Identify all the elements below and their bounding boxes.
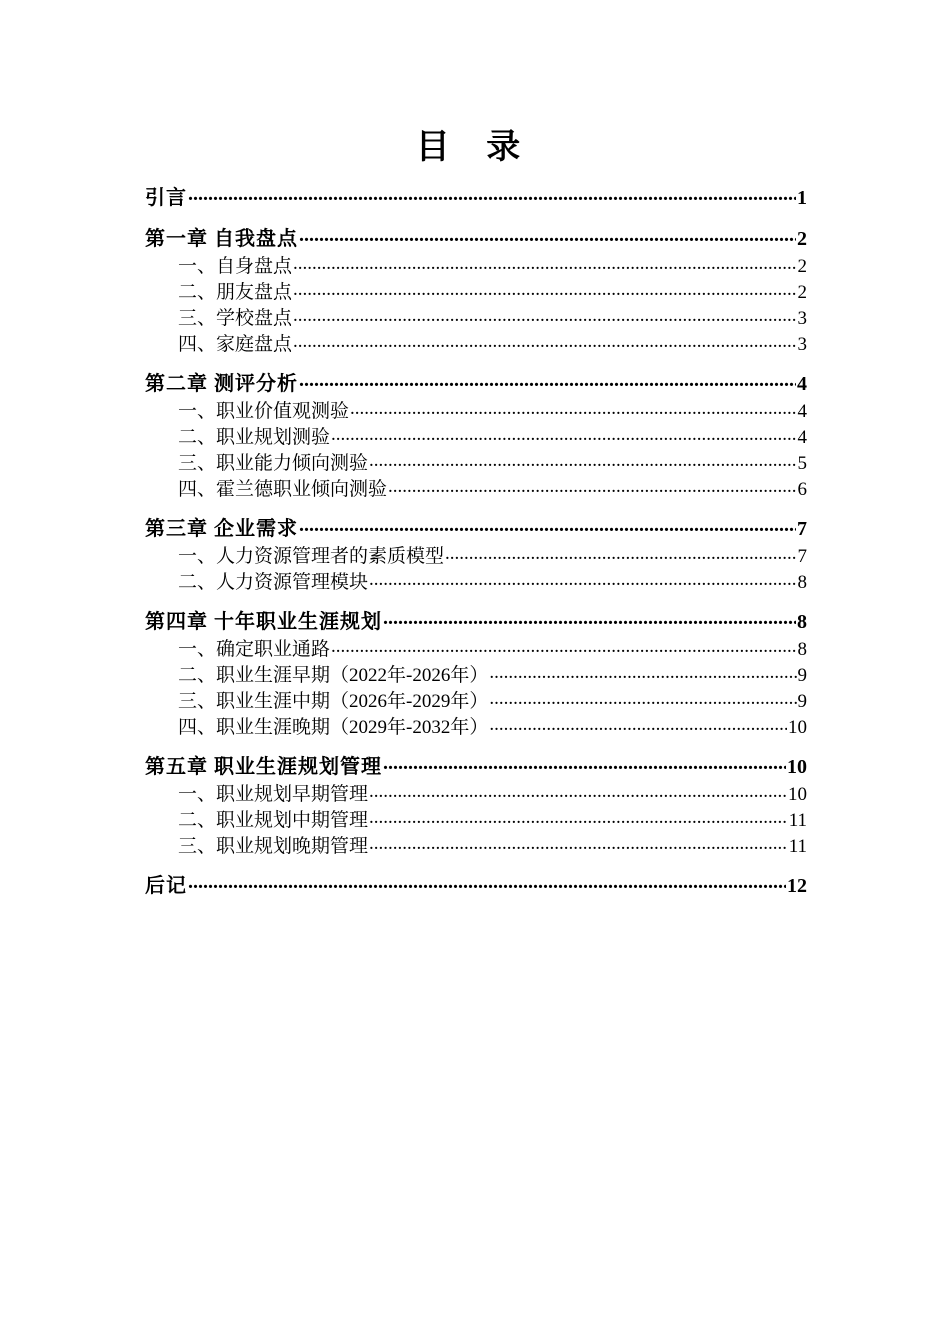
toc-entry-label: 四、职业生涯晚期（2029年-2032年）	[178, 717, 489, 738]
toc-dot-leader	[445, 543, 796, 562]
toc-dot-leader	[369, 807, 788, 826]
toc-dot-leader	[331, 424, 796, 443]
toc-page-number: 2	[797, 282, 807, 303]
toc-page-number: 2	[797, 256, 807, 277]
toc-page-number: 7	[797, 518, 807, 540]
toc-entry-section[interactable]	[145, 543, 807, 569]
toc-dot-leader	[350, 398, 796, 417]
toc-entry-section[interactable]	[145, 688, 807, 714]
toc-entry-label: 后记	[145, 875, 187, 897]
toc-page-number: 4	[797, 427, 807, 448]
toc-page-number: 9	[797, 691, 807, 712]
toc-entry-label: 一、职业价值观测验	[178, 401, 350, 422]
toc-entry-label: 一、自身盘点	[178, 256, 293, 277]
toc-page-number: 11	[788, 836, 807, 857]
toc-page-number: 11	[788, 810, 807, 831]
toc-entry-chapter-5[interactable]	[145, 753, 807, 781]
toc-entry-label: 三、职业生涯中期（2026年-2029年）	[178, 691, 489, 712]
toc-entry-label: 四、霍兰德职业倾向测验	[178, 479, 388, 500]
toc-dot-leader	[383, 753, 786, 773]
table-of-contents	[145, 184, 807, 900]
toc-entry-afterword[interactable]	[145, 872, 807, 900]
toc-dot-leader	[369, 450, 796, 469]
toc-dot-leader	[489, 662, 796, 681]
toc-entry-section[interactable]	[145, 305, 807, 331]
toc-entry-section[interactable]	[145, 714, 807, 740]
toc-dot-leader	[369, 781, 787, 800]
toc-dot-leader	[331, 636, 796, 655]
toc-dot-leader	[299, 515, 796, 535]
toc-entry-label: 引言	[145, 187, 187, 209]
toc-dot-leader	[188, 184, 796, 204]
toc-page-number: 12	[787, 875, 807, 897]
toc-dot-leader	[388, 476, 796, 495]
toc-dot-leader	[188, 872, 786, 892]
toc-entry-label: 第一章 自我盘点	[145, 228, 298, 250]
toc-entry-label: 一、人力资源管理者的素质模型	[178, 546, 445, 567]
toc-dot-leader	[369, 833, 788, 852]
toc-dot-leader	[299, 370, 796, 390]
toc-entry-label: 四、家庭盘点	[178, 334, 293, 355]
toc-entry-section[interactable]	[145, 833, 807, 859]
toc-entry-label: 三、职业能力倾向测验	[178, 453, 369, 474]
toc-entry-label: 二、人力资源管理模块	[178, 572, 369, 593]
toc-page-number: 10	[788, 717, 807, 738]
toc-dot-leader	[293, 305, 796, 324]
toc-entry-section[interactable]	[145, 424, 807, 450]
toc-entry-section[interactable]	[145, 636, 807, 662]
toc-entry-label: 二、朋友盘点	[178, 282, 293, 303]
toc-entry-section[interactable]	[145, 450, 807, 476]
toc-entry-section[interactable]	[145, 279, 807, 305]
toc-page-number: 10	[787, 756, 807, 778]
toc-entry-chapter-1[interactable]	[145, 225, 807, 253]
toc-entry-label: 第二章 测评分析	[145, 373, 298, 395]
toc-page-number: 3	[797, 308, 807, 329]
toc-page-number: 8	[797, 611, 807, 633]
toc-page-number: 8	[797, 639, 807, 660]
toc-page-number: 5	[797, 453, 807, 474]
toc-dot-leader	[293, 253, 796, 272]
toc-page-number: 10	[788, 784, 807, 805]
toc-entry-section[interactable]	[145, 331, 807, 357]
toc-page-number: 4	[797, 401, 807, 422]
toc-page-number: 7	[797, 546, 807, 567]
toc-entry-label: 第三章 企业需求	[145, 518, 298, 540]
toc-page-number: 3	[797, 334, 807, 355]
toc-entry-chapter-3[interactable]	[145, 515, 807, 543]
toc-entry-chapter-4[interactable]	[145, 608, 807, 636]
toc-page-number: 8	[797, 572, 807, 593]
toc-entry-label: 二、职业规划测验	[178, 427, 331, 448]
toc-page-number: 9	[797, 665, 807, 686]
toc-entry-label: 二、职业生涯早期（2022年-2026年）	[178, 665, 489, 686]
toc-entry-chapter-2[interactable]	[145, 370, 807, 398]
toc-page-number: 2	[797, 228, 807, 250]
toc-entry-label: 第四章 十年职业生涯规划	[145, 611, 382, 633]
toc-entry-section[interactable]	[145, 253, 807, 279]
toc-entry-label: 第五章 职业生涯规划管理	[145, 756, 382, 778]
toc-entry-label: 一、确定职业通路	[178, 639, 331, 660]
toc-entry-section[interactable]	[145, 398, 807, 424]
toc-dot-leader	[293, 279, 796, 298]
toc-entry-introduction[interactable]	[145, 184, 807, 212]
toc-entry-section[interactable]	[145, 569, 807, 595]
toc-dot-leader	[293, 331, 796, 350]
toc-dot-leader	[489, 714, 787, 733]
toc-dot-leader	[489, 688, 796, 707]
toc-entry-section[interactable]	[145, 807, 807, 833]
toc-entry-section[interactable]	[145, 662, 807, 688]
toc-entry-label: 一、职业规划早期管理	[178, 784, 369, 805]
toc-entry-section[interactable]	[145, 781, 807, 807]
toc-entry-label: 三、职业规划晚期管理	[178, 836, 369, 857]
toc-page-number: 6	[797, 479, 807, 500]
toc-title: 目 录	[415, 129, 535, 166]
toc-entry-section[interactable]	[145, 476, 807, 502]
toc-dot-leader	[299, 225, 796, 245]
toc-page-number: 1	[797, 187, 807, 209]
toc-dot-leader	[369, 569, 796, 588]
toc-dot-leader	[383, 608, 796, 628]
toc-entry-label: 二、职业规划中期管理	[178, 810, 369, 831]
toc-page-number: 4	[797, 373, 807, 395]
toc-entry-label: 三、学校盘点	[178, 308, 293, 329]
